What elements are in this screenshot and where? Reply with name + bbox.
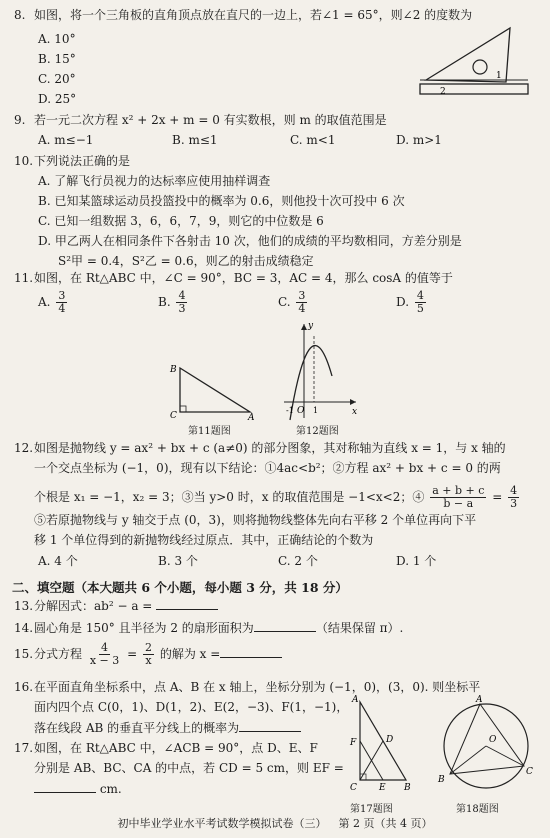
option-c: C. m<1 [290,133,336,147]
page-footer [0,815,550,831]
angle-2-label: 2 [440,87,446,97]
tick-1-label: 1 [313,406,319,415]
question-line-1: 如图，在 Rt△ABC 中，∠ACB = 90°，点 D、E、F [34,741,318,755]
q18-circle-figure [436,694,536,798]
question-12-line-2: 一个交点坐标为 (−1，0)，现有以下结论：①4ac<b²；②方程 ax² + bx + c = 0 的两 [34,461,501,475]
equals-sign: = [492,490,503,504]
question-12-line-4: ⑤若原抛物线与 y 轴交于点 (0，3)，则将抛物线整体先向右平移 2 个单位再向下平 [34,513,477,527]
point-b-label: B [170,365,177,375]
question-text-after: 的解为 x = [159,647,221,661]
denominator: 5 [416,302,424,315]
option-letter: C. [278,295,291,309]
figure-12-caption: 第12题图 [296,426,339,437]
fraction [176,290,187,315]
answer-blank[interactable] [220,646,282,658]
question-tail: （结果保留 π）. [315,621,404,635]
option-a: A. 10° [38,32,76,46]
numerator: 4 [510,484,518,497]
option-a: A. 了解飞行员视力的达标率应使用抽样调查 [38,174,271,188]
option-d: D. m>1 [396,133,442,147]
tick-neg-1-label: -1 [286,406,294,415]
numerator: 3 [298,289,306,302]
unit: cm. [99,782,122,796]
q11-right-triangle-figure [168,360,258,420]
denominator: x − 3 [89,654,120,667]
denominator: 3 [510,497,518,510]
point-b-label: B [404,783,411,793]
option-b: B. 已知某篮球运动员投篮投中的概率为 0.6，则他投十次可投中 6 次 [38,194,405,208]
q8-triangle-ruler-figure [418,22,530,102]
angle-1-label: 1 [496,71,502,81]
line-3-text: 落在线段 AB 的垂直平分线上的概率为 [34,721,240,735]
point-e-label: E [379,783,386,793]
question-line-1: 在平面直角坐标系中，点 A、B 在 x 轴上，坐标分别为 (−1，0)，(3，0). 则坐标平 [34,680,481,694]
fraction [508,485,519,510]
section-heading: 二、填空题（本大题共 6 个小题，每小题 3 分，共 18 分） [12,580,348,595]
option-letter: B. [158,295,171,309]
point-c-label: C [526,767,533,777]
option-letter: A. [38,295,51,309]
numerator: 3 [58,289,66,302]
option-c: C. 20° [38,72,76,86]
option-d: D. 甲乙两人在相同条件下各射击 10 次，他们的成绩的平均数相同，方差分别是 [38,234,462,248]
question-17 [14,741,318,756]
axis-x-label: x [352,407,358,417]
answer-blank[interactable] [239,720,301,732]
option-c [278,290,309,315]
option-letter: D. [396,295,410,309]
option-b: B. 15° [38,52,76,66]
figure-17-caption: 第17题图 [350,804,393,815]
question-text: 下列说法正确的是 [34,154,131,168]
fraction [56,290,67,315]
question-12 [14,441,506,456]
denominator: 4 [298,302,306,315]
option-d: D. 25° [38,92,77,106]
option-d-continued: S²甲 = 0.4，S²乙 = 0.6，则乙的射击成绩稳定 [58,254,314,268]
question-11 [14,271,453,286]
fraction [88,642,121,667]
numerator: 4 [101,641,109,654]
option-d: D. 1 个 [396,554,437,568]
option-c: C. 2 个 [278,554,318,568]
question-17-line-3 [34,781,122,797]
figure-11-caption: 第11题图 [188,426,231,437]
question-16-line-3 [34,720,301,736]
answer-blank[interactable] [156,598,218,610]
option-b: B. m≤1 [172,133,218,147]
question-8 [14,8,472,23]
point-b-label: B [438,775,445,785]
question-number: 12. [14,441,34,455]
question-14 [14,620,403,636]
question-text: 如图，将一个三角板的直角顶点放在直尺的一边上，若∠1 = 65°，则∠2 的度数为 [34,8,473,22]
question-line-1: 如图是抛物线 y = ax² + bx + c (a≠0) 的部分图象，其对称轴为直线 x = 1，与 x 轴的 [34,441,506,455]
question-text: 如图，在 Rt△ABC 中，∠C = 90°，BC = 3，AC = 4，那么 cosA 的值等于 [34,271,453,285]
answer-blank[interactable] [34,781,96,793]
point-a-label: A [476,695,483,705]
point-c-label: C [350,783,357,793]
point-a-label: A [352,695,359,705]
question-number: 8. [14,8,26,22]
numerator: 4 [416,289,424,302]
question-15 [14,642,282,667]
point-f-label: F [350,738,357,748]
question-number: 16. [14,680,34,694]
question-text: 分式方程 [34,647,83,661]
question-number: 10. [14,154,34,168]
option-b [158,290,189,315]
question-number: 13. [14,599,34,613]
question-13 [14,598,218,614]
question-number: 9. [14,113,26,127]
figure-18-caption: 第18题图 [456,804,499,815]
answer-blank[interactable] [254,620,316,632]
question-10 [14,154,130,169]
option-a: A. m≤−1 [38,133,94,147]
denominator: x [145,654,152,667]
question-9 [14,113,387,128]
footer-page-number: 第 2 页（共 4 页） [338,817,433,830]
point-d-label: D [386,735,394,745]
q17-right-triangle-figure [346,690,416,794]
fraction [143,642,154,667]
question-12-line-5: 移 1 个单位得到的新抛物线经过原点．其中，正确结论的个数为 [34,533,374,547]
origin-label: O [297,406,305,416]
option-d [396,290,428,315]
fraction [296,290,307,315]
point-o-label: O [489,735,497,745]
question-number: 14. [14,621,34,635]
question-17-line-2: 分别是 AB、BC、CA 的中点，若 CD = 5 cm，则 EF = [34,761,344,775]
option-b: B. 3 个 [158,554,198,568]
point-a-label: A [248,413,255,420]
footer-title: 初中毕业学业水平考试数学模拟试卷（三） [117,817,327,830]
option-a: A. 4 个 [38,554,78,568]
equals-sign: = [127,647,138,661]
question-text: 圆心角是 150° 且半径为 2 的扇形面积为 [34,621,254,635]
denominator: 4 [58,302,66,315]
question-16-line-2: 面内四个点 C(0，1)、D(1，2)、E(2，−3)、F(1，−1)， [34,700,349,714]
point-c-label: C [170,411,177,420]
axis-y-label: y [308,321,314,331]
question-number: 11. [14,271,34,285]
fraction [430,485,486,510]
fraction [415,290,426,315]
denominator: b − a [443,497,474,510]
question-number: 17. [14,741,34,755]
line-3-text: 个根是 x₁ = −1，x₂ = 3；③当 y>0 时，x 的取值范围是 −1<x<2；④ [34,490,425,504]
numerator: a + b + c [432,484,485,497]
q12-parabola-figure [280,318,360,422]
numerator: 4 [178,289,186,302]
question-number: 15. [14,647,34,661]
numerator: 2 [144,641,152,654]
question-text: 分解因式：ab² − a = [34,599,157,613]
denominator: 3 [178,302,186,315]
question-text: 若一元二次方程 x² + 2x + m = 0 有实数根，则 m 的取值范围是 [34,113,387,127]
option-a [38,290,69,315]
question-12-line-3 [34,485,521,510]
option-c: C. 已知一组数据 3，6，6，7，9，则它的中位数是 6 [38,214,324,228]
